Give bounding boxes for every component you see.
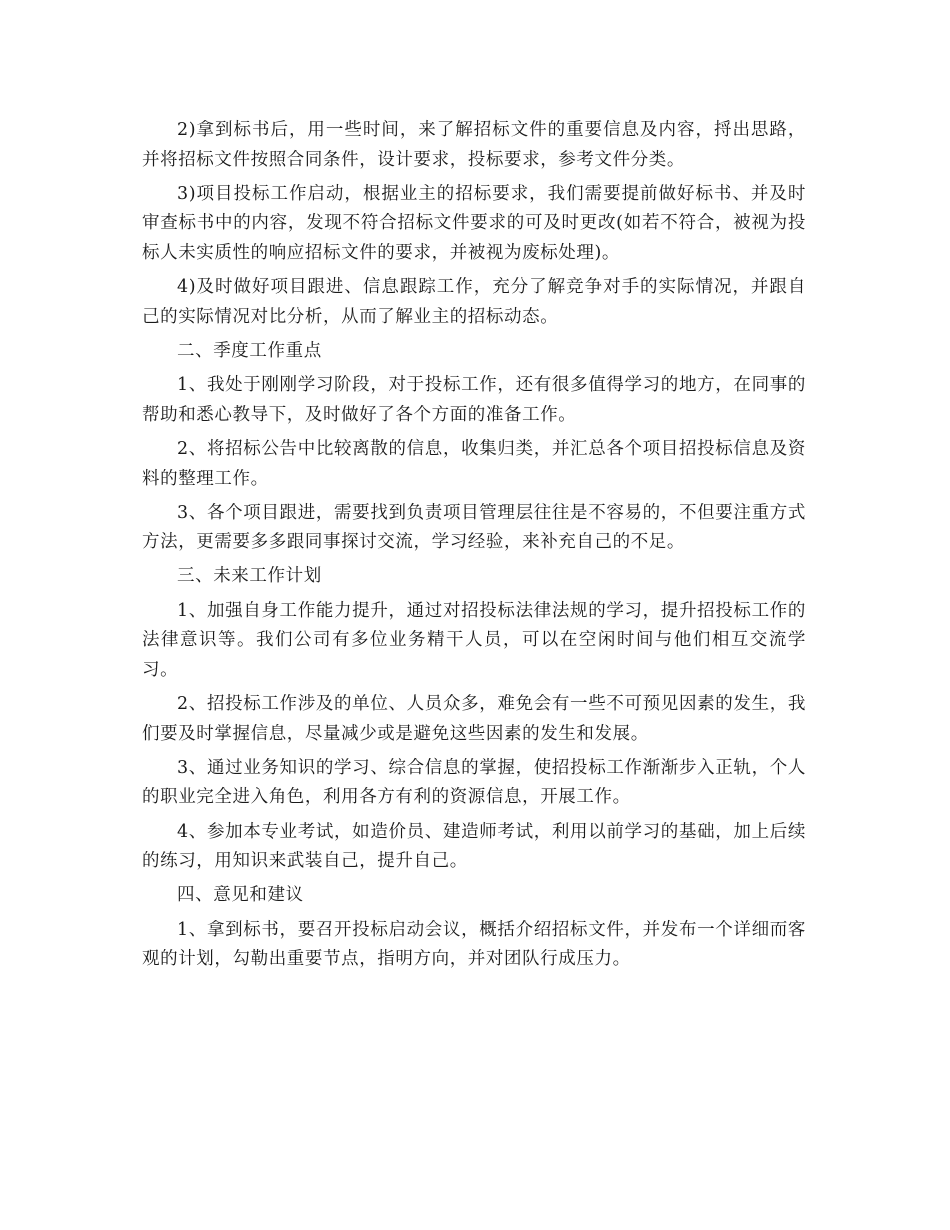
paragraph-suggestion-1: 1、拿到标书，要召开投标启动会议，概括介绍招标文件，并发布一个详细而客观的计划，勾勒出重要节点，指明方向，并对团队行成压力。 bbox=[142, 919, 806, 970]
section-heading-suggestions: 四、意见和建议 bbox=[177, 885, 304, 906]
document-body bbox=[142, 116, 806, 979]
paragraph-item-2: 2)拿到标书后，用一些时间，来了解招标文件的重要信息及内容，捋出思路，并将招标文件按照合同条件，设计要求，投标要求，参考文件分类。 bbox=[142, 120, 806, 170]
paragraph-plan-2: 2、招投标工作涉及的单位、人员众多，难免会有一些不可预见因素的发生，我们要及时掌握信息，尽量减少或是避免这些因素的发生和发展。 bbox=[142, 694, 806, 744]
paragraph-plan-1: 1、加强自身工作能力提升，通过对招投标法律法规的学习，提升招投标工作的法律意识等。我们公司有多位业务精干人员，可以在空闲时间与他们相互交流学习。 bbox=[142, 600, 806, 680]
paragraph-item-3: 3)项目投标工作启动，根据业主的招标要求，我们需要提前做好标书、并及时审查标书中的内容，发现不符合招标文件要求的可及时更改(如若不符合，被视为投标人未实质性的响应招标文件的要求，并被视为废标处理)。 bbox=[142, 183, 806, 263]
paragraph-item-4: 4)及时做好项目跟进、信息跟踪工作，充分了解竞争对手的实际情况，并跟自己的实际情况对比分析，从而了解业主的招标动态。 bbox=[142, 277, 806, 327]
paragraph-plan-4: 4、参加本专业考试，如造价员、建造师考试，利用以前学习的基础，加上后续的练习，用知识来武装自己，提升自己。 bbox=[142, 821, 806, 872]
paragraph-focus-1: 1、我处于刚刚学习阶段，对于投标工作，还有很多值得学习的地方，在同事的帮助和悉心教导下，及时做好了各个方面的准备工作。 bbox=[142, 375, 806, 425]
paragraph-focus-3: 3、各个项目跟进，需要找到负责项目管理层往往是不容易的，不但要注重方式方法，更需要多多跟同事探讨交流，学习经验，来补充自己的不足。 bbox=[142, 502, 806, 553]
paragraph-focus-2: 2、将招标公告中比较离散的信息，收集归类，并汇总各个项目招投标信息及资料的整理工作。 bbox=[142, 438, 806, 489]
section-heading-quarter-focus: 二、季度工作重点 bbox=[177, 340, 322, 361]
section-heading-future-plan: 三、未来工作计划 bbox=[177, 566, 322, 587]
paragraph-plan-3: 3、通过业务知识的学习、综合信息的掌握，使招投标工作渐渐步入正轨，个人的职业完全进入角色，利用各方有利的资源信息，开展工作。 bbox=[142, 757, 806, 808]
